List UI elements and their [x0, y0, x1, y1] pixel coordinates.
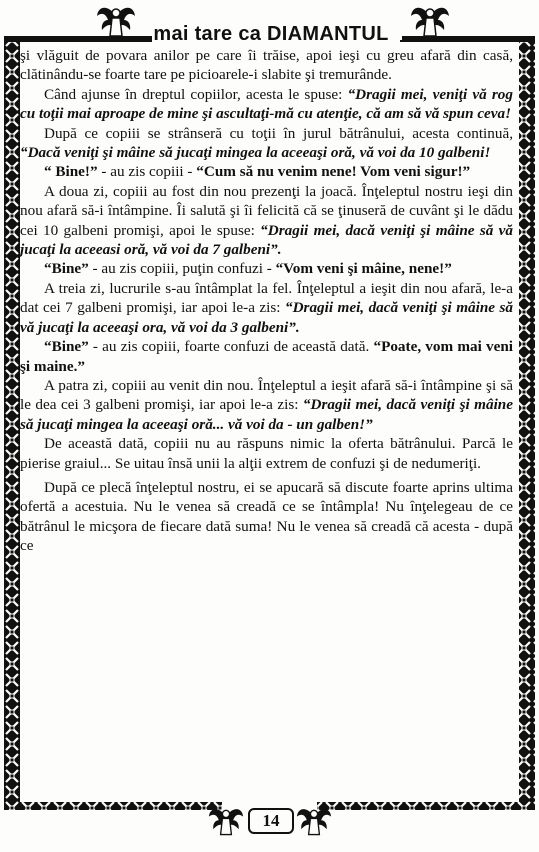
angel-icon: [296, 804, 332, 840]
text-run: A patra zi, copiii au venit din nou. Înţeleptul a ieşit afară să-i întâmpine şi să le dea cei 3 galbeni promişi, iar apoi le-a zis:: [20, 376, 513, 414]
text-run: Când ajunse în dreptul copiilor, acesta le spuse:: [44, 85, 348, 103]
text-run: - au zis copiii, foarte confuzi de această dată.: [88, 338, 374, 356]
paragraph: [20, 337, 513, 376]
text-run: “Dragii mei, veniţi vă rog cu toţii mai aproape de mine şi ascultaţi-mă cu atenţie, că am să vă spun ceva!: [20, 85, 513, 123]
paragraph: [20, 124, 513, 163]
text-run: “Dragii mei, dacă veniţi şi mâine să vă jucaţi la aceeasi oră, vă voi da 7 galbeni”.: [20, 221, 513, 259]
text-run: “Dragii mei, dacă veniţi şi mâine să vă jucaţi la aceeaşi ora, vă voi da 3 galbeni”.: [20, 299, 513, 336]
text-run: A treia zi, lucrurile s-au întâmplat la fel. Înţeleptul a ieşit din nou afară, le-a dat cei 7 galbeni promişi, iar apoi le-a zis:: [20, 279, 513, 317]
text-run: şi vlăguit de povara anilor pe care îi trăise, apoi ieşi cu greu afară din casă, clătinându-se foarte tare pe picioarele-i slabite şi tremurânde.: [20, 47, 513, 84]
text-run: - au zis copiii, puţin confuzi -: [88, 260, 276, 278]
paragraph: [20, 259, 513, 278]
text-run: “ Bine!”: [44, 163, 98, 181]
text-run: După ce plecă înţeleptul nostru, ei se apucară să discute foarte aprins ultima ofertă a acestuia. Nu le venea să creadă ce se întâmpla! Nu înţelegeau de ce bătrânul le micşora de fiecare dată suma! Nu le venea să creadă că acesta - după ce: [20, 478, 513, 555]
paragraph: [20, 162, 513, 181]
text-run: “Vom veni şi mâine, nene!”: [275, 260, 452, 278]
text-run: “Dragii mei, dacă veniţi şi mâine să jucaţi mingea la aceeaşi oră... vă voi da - un galben!”: [20, 396, 513, 433]
angel-icon: [208, 804, 244, 840]
paragraph: [20, 46, 513, 85]
text-run: A doua zi, copiii au fost din nou prezenţi la joacă. Înţeleptul nostru ieşi din nou afară să-i întâmpine. Îi salută şi îi felicită că se ţinuseră de cuvânt şi le dădu cei 10 galbeni promişi, apoi le spuse:: [20, 182, 513, 239]
text-run: De această dată, copiii nu au răspuns nimic la oferta bătrânului. Parcă le pierise graiul... Se uitau însă unii la alţii extrem de confuzi şi de nedumeriţi.: [20, 435, 513, 472]
paragraph: [20, 376, 513, 434]
paragraph: [20, 182, 513, 260]
text-run: “Bine”: [44, 260, 89, 278]
text-run: După ce copiii se strânseră cu toţii în jurul bătrânului, acesta continuă,: [44, 124, 513, 142]
text-run: “Dacă veniţi şi mâine să jucaţi mingea la aceeaşi oră, vă voi da 10 galbeni!: [20, 144, 491, 162]
text-run: - au zis copiii -: [97, 163, 197, 181]
paragraph: [20, 279, 513, 337]
paragraph: [20, 478, 513, 556]
page-number: 14: [248, 808, 294, 834]
text-run: “Cum să nu venim nene! Vom veni sigur!”: [196, 163, 471, 181]
text-run: “Bine”: [44, 338, 89, 356]
paragraph: [20, 85, 513, 124]
page-body: [20, 46, 513, 556]
running-title: mai tare ca DIAMANTUL: [153, 23, 389, 45]
paragraph: [20, 434, 513, 473]
text-run: “Poate, vom mai veni şi maine.”: [20, 338, 513, 375]
